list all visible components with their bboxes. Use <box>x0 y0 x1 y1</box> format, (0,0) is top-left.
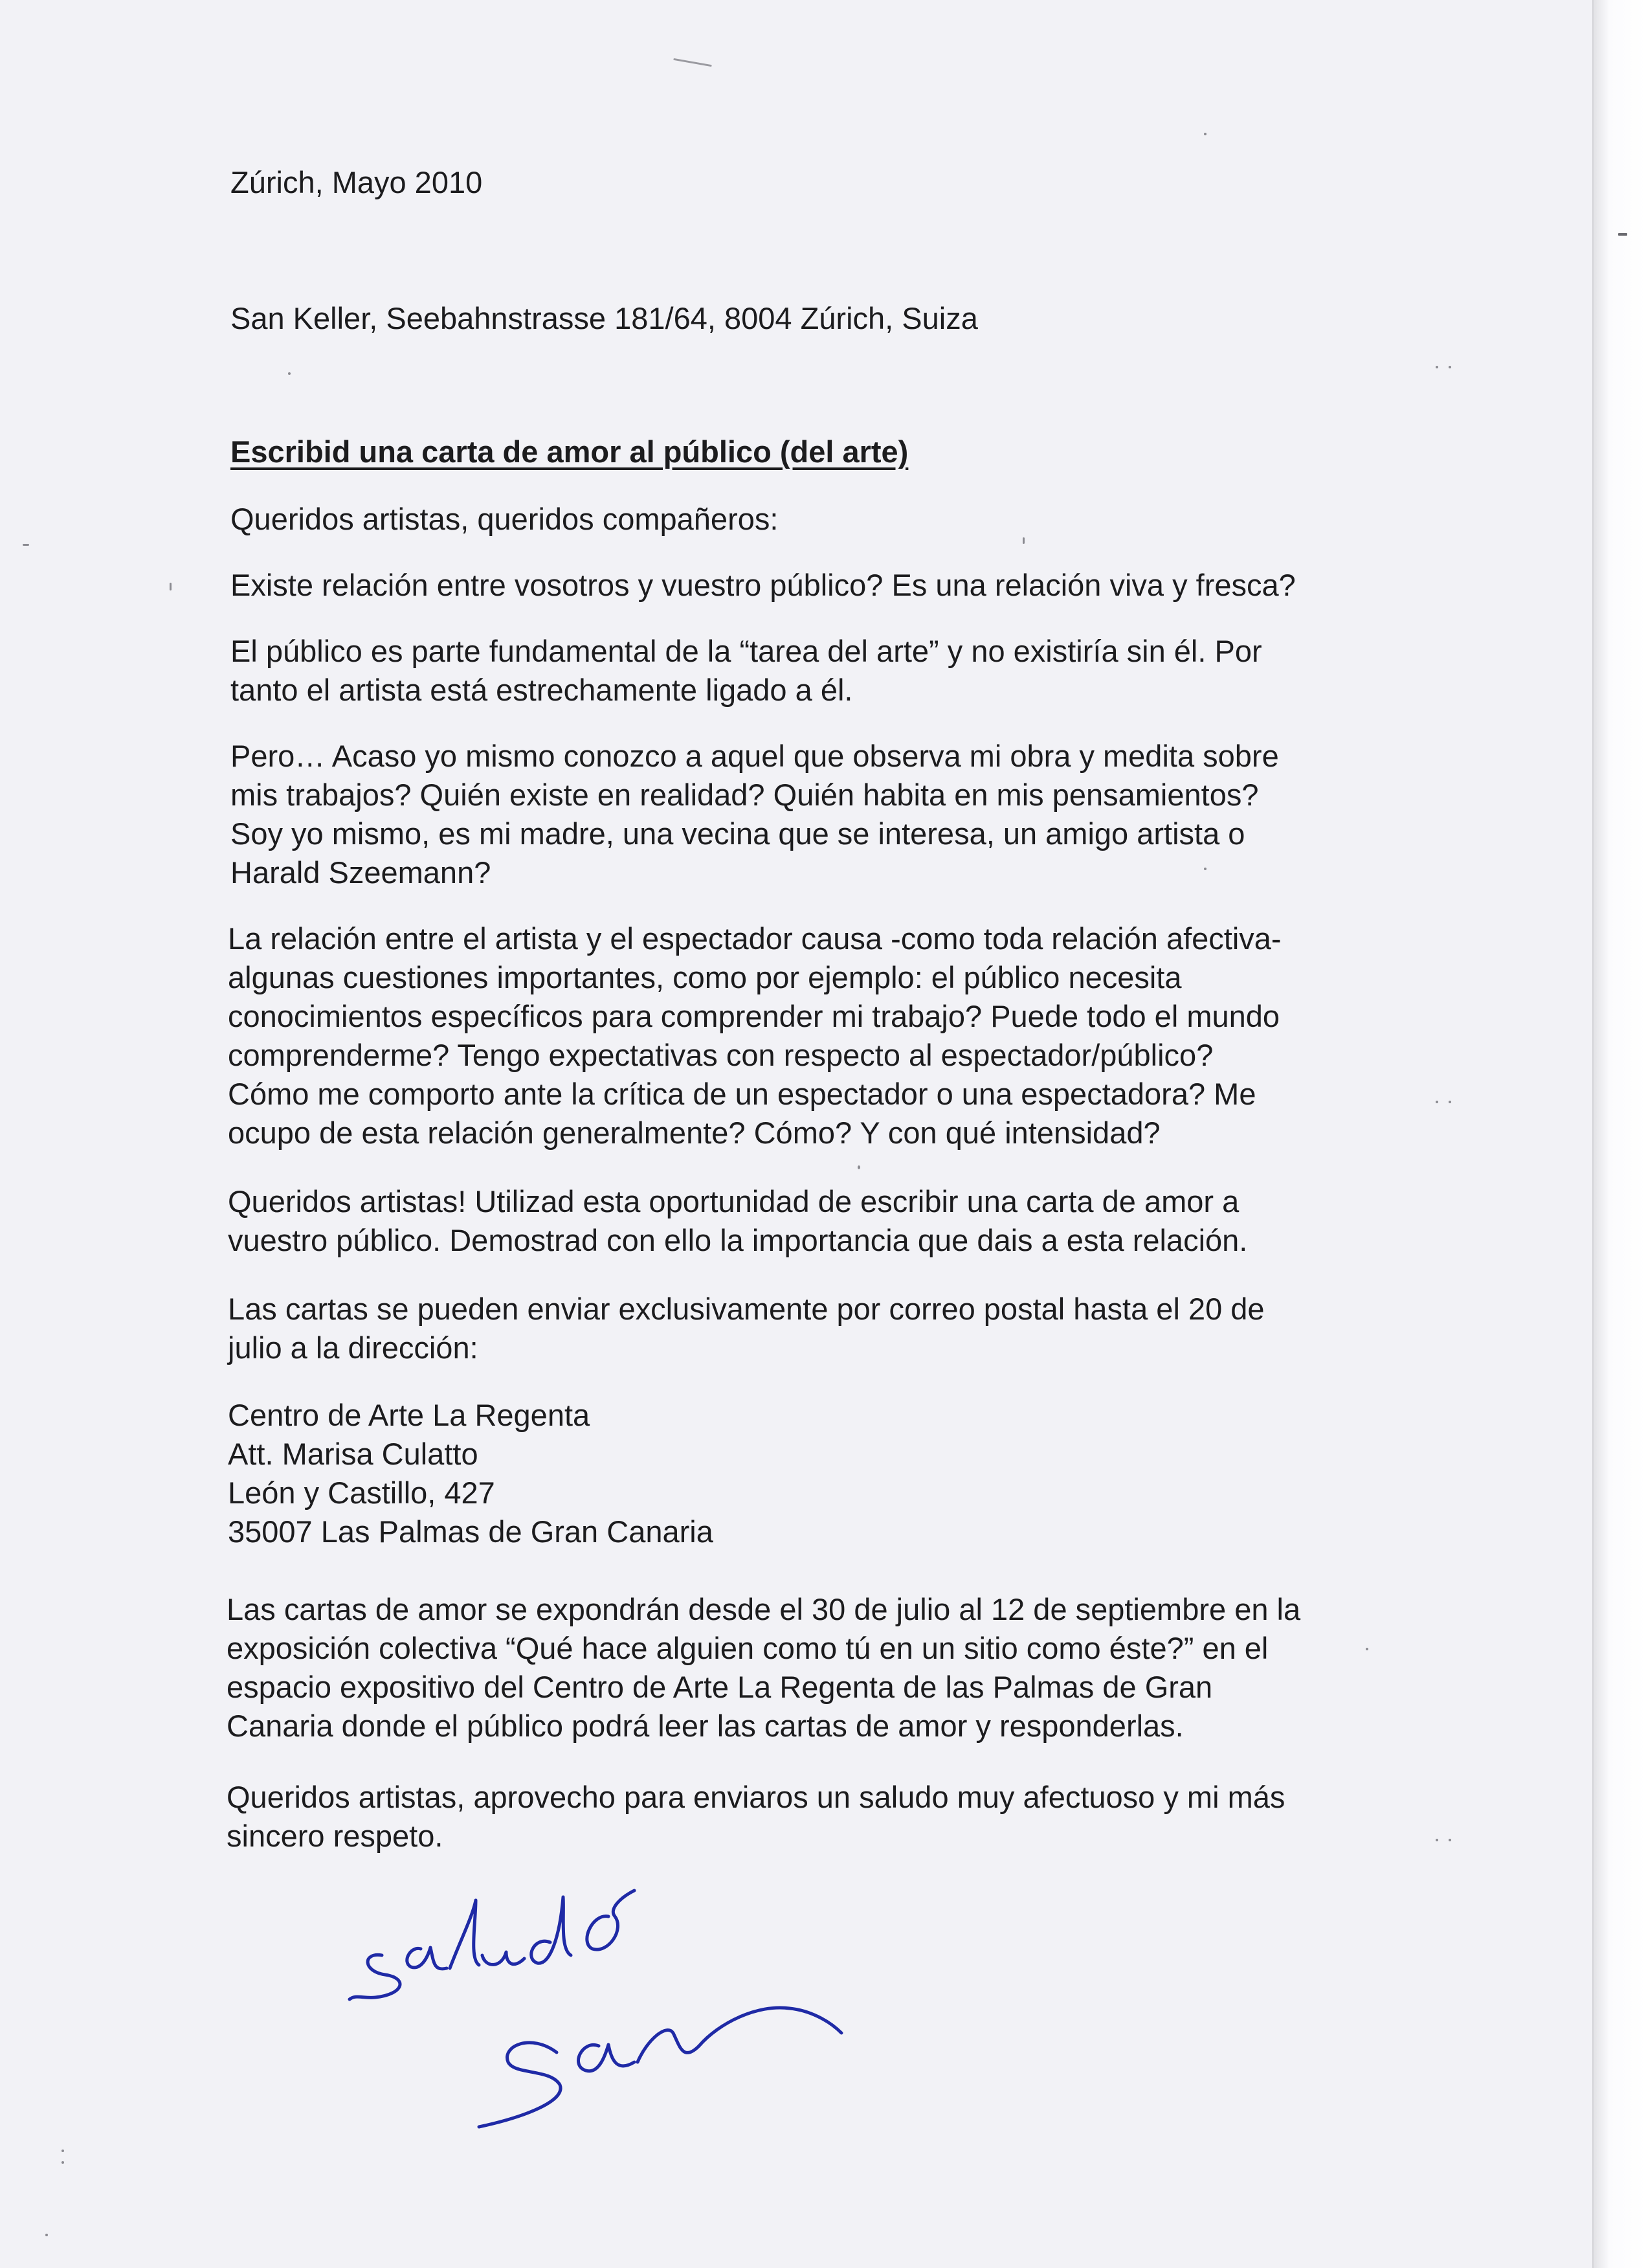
signature-stroke <box>479 2043 561 2127</box>
paragraph-sending-info: Las cartas se pueden enviar exclusivamente por correo postal hasta el 20 de julio a la dirección: <box>228 1292 1265 1365</box>
scan-speck <box>1436 366 1438 368</box>
scan-speck <box>1449 1839 1451 1841</box>
paragraph-who-observes: Pero… Acaso yo mismo conozco a aquel que observa mi obra y medita sobre mis trabajos? Quién existe en realidad? Quién habita en mis pensamientos? Soy yo mismo, es mi madre, una vecina que se interesa, un amigo artista o Harald Szeemann? <box>230 739 1279 890</box>
scan-speck <box>1204 133 1207 135</box>
paragraph-closing: Queridos artistas, aprovecho para enviaros un saludo muy afectuoso y mi más sincero respeto. <box>227 1780 1285 1853</box>
address-line: Att. Marisa Culatto <box>228 1437 478 1471</box>
signature-stroke <box>350 1955 400 1999</box>
scan-speck <box>673 58 712 67</box>
scan-speck <box>1436 1839 1438 1841</box>
scan-speck <box>1449 366 1451 368</box>
scan-speck <box>1023 537 1025 544</box>
scan-speck <box>61 2150 64 2152</box>
address-line: Centro de Arte La Regenta <box>228 1398 590 1432</box>
scanner-margin <box>1594 0 1646 2268</box>
signature-stroke <box>587 1891 634 1949</box>
paragraph-public-role: El público es parte fundamental de la “tarea del arte” y no existiría sin él. Por tanto el artista está estrechamente ligado a él. <box>230 634 1262 707</box>
scan-speck <box>1436 1101 1438 1103</box>
scan-speck <box>45 2234 48 2236</box>
signature-stroke <box>531 1897 571 1963</box>
address-line: León y Castillo, 427 <box>228 1476 495 1510</box>
scan-speck <box>1449 1101 1451 1103</box>
signature-stroke <box>407 1948 447 1969</box>
signature-stroke <box>450 1900 479 1968</box>
signature-stroke <box>638 2008 841 2062</box>
paragraph-questions: La relación entre el artista y el espectador causa -como toda relación afectiva- algunas cuestiones importantes, como por ejemplo: el público necesita conocimientos específicos para comprender mi trabajo? Puede todo el mundo comprenderme? Tengo expectativas con respecto al espectador/público? Cómo me comporto ante la crítica de un espectador o una espectadora? Me ocupo de esta relación generalmente? Cómo? Y con qué intensidad? <box>228 921 1282 1150</box>
postal-address <box>228 1396 713 1551</box>
scan-speck <box>288 372 291 375</box>
signature-stroke <box>482 1952 524 1964</box>
scan-speck <box>1618 233 1627 236</box>
scan-speck <box>1366 1648 1368 1650</box>
handwritten-signature <box>337 1839 984 2150</box>
sender-line: San Keller, Seebahnstrasse 181/64, 8004 Zúrich, Suiza <box>230 301 978 335</box>
letter-heading: Escribid una carta de amor al público (del arte) <box>230 434 909 469</box>
paragraph-exhibition: Las cartas de amor se expondrán desde el 30 de julio al 12 de septiembre en la exposición colectiva “Qué hace alguien como tú en un sitio como éste?” en el espacio expositivo del Centro de Arte La Regenta de las Palmas de Gran Canaria donde el público podrá leer las cartas de amor y responderlas. <box>227 1592 1301 1743</box>
salutation: Queridos artistas, queridos compañeros: <box>230 502 779 536</box>
scan-speck <box>858 1165 860 1169</box>
paragraph-relationship-question: Existe relación entre vosotros y vuestro público? Es una relación viva y fresca? <box>230 568 1296 602</box>
date-line: Zúrich, Mayo 2010 <box>230 165 483 199</box>
scan-speck <box>170 583 172 590</box>
paragraph-call-to-write: Queridos artistas! Utilizad esta oportunidad de escribir una carta de amor a vuestro público. Demostrad con ello la importancia que dais a esta relación. <box>228 1184 1248 1257</box>
signature-stroke <box>579 2045 634 2071</box>
scan-speck <box>61 2161 64 2164</box>
scan-speck <box>1204 868 1207 870</box>
scan-speck <box>23 544 29 546</box>
address-line: 35007 Las Palmas de Gran Canaria <box>228 1514 713 1549</box>
